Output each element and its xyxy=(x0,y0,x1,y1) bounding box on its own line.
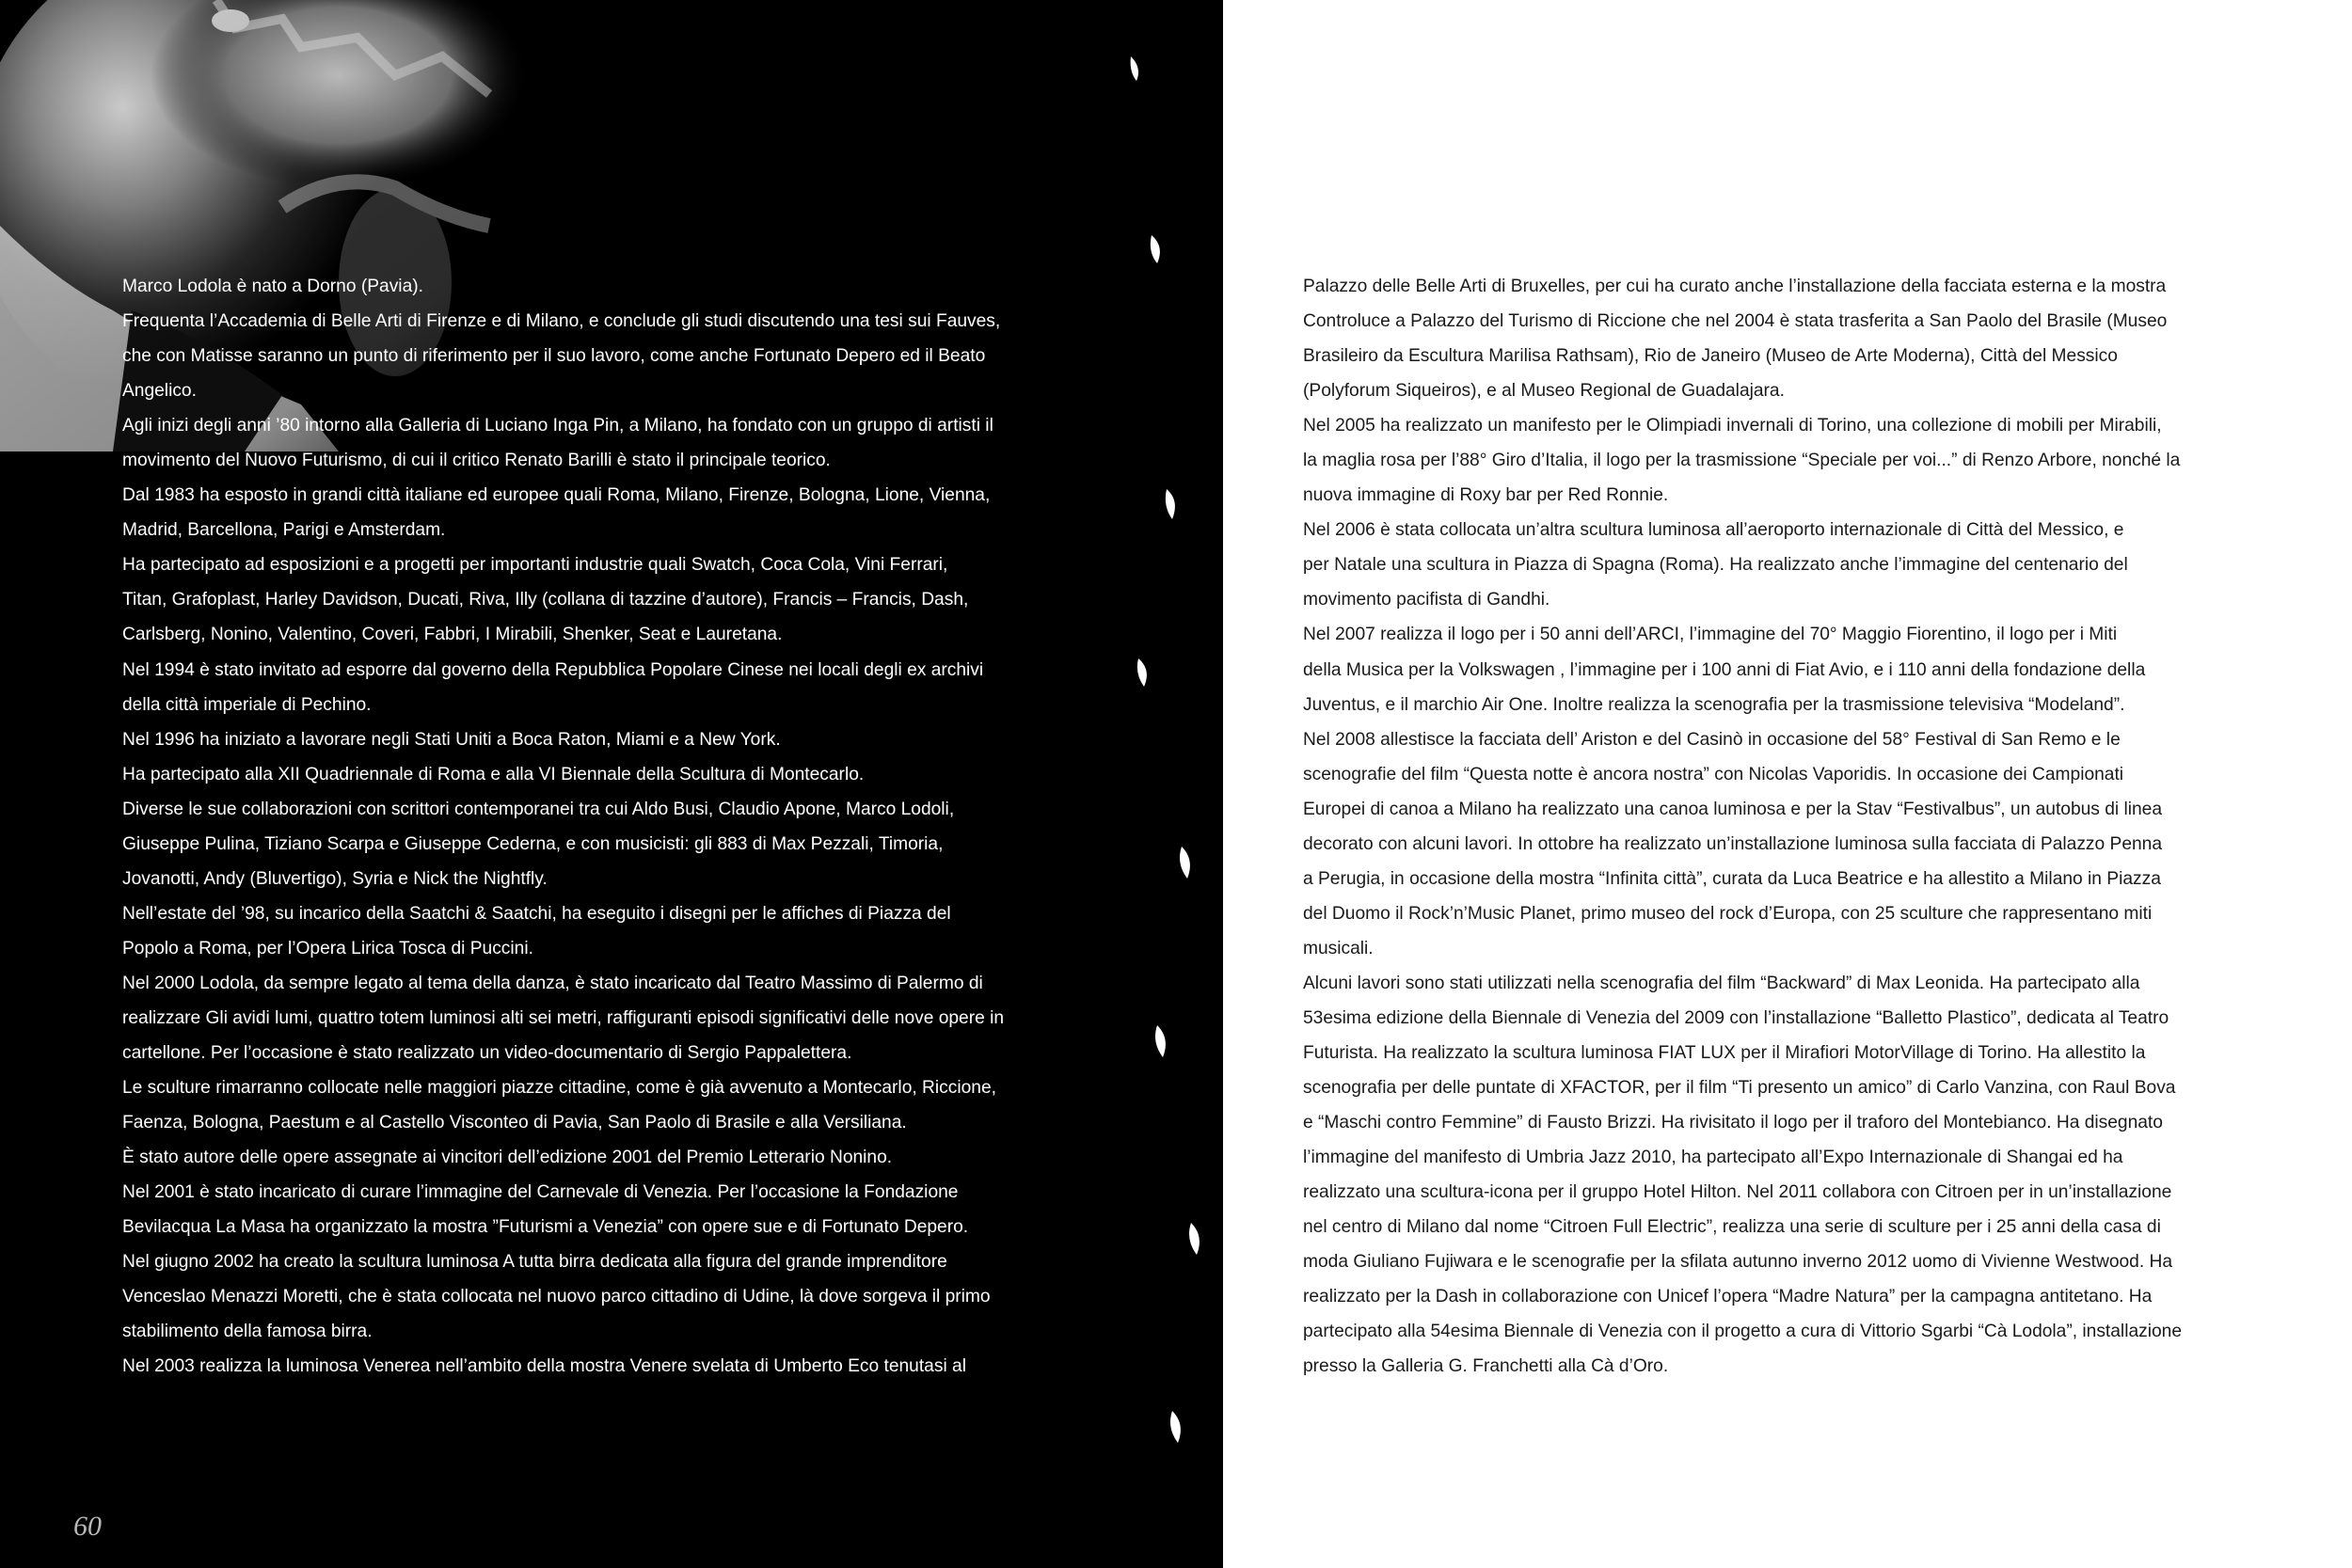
body-text-line: Palazzo delle Belle Arti di Bruxelles, per cui ha curato anche l’installazione della facciata esterna e la mostra xyxy=(1303,277,2167,296)
right-text-column xyxy=(1303,269,2253,1385)
body-text-line: Faenza, Bologna, Paestum e al Castello Visconteo di Pavia, San Paolo di Brasile e alla Versiliana. xyxy=(122,1113,907,1133)
body-text-line: Juventus, e il marchio Air One. Inoltre realizza la scenografia per la trasmissione televisiva “Modeland”. xyxy=(1303,694,2125,715)
body-text-line: Europei di canoa a Milano ha realizzato una canoa luminosa e per la Stav “Festivalbus”, un autobus di linea xyxy=(1303,799,2163,819)
body-text-line: realizzato per la Dash in collaborazione con Unicef l’opera “Madre Natura” per la campagna antitetano. Ha xyxy=(1303,1287,2153,1307)
body-text-line: Nel 2007 realizza il logo per i 50 anni dell’ARCI, l’immagine del 70° Maggio Fiorentino, il logo per i Miti xyxy=(1303,625,2118,645)
body-text-line: Nel 2005 ha realizzato un manifesto per le Olimpiadi invernali di Torino, una collezione di mobili per Mirabili, xyxy=(1303,416,2162,436)
body-text-line: del Duomo il Rock’n’Music Planet, primo museo del rock d’Europa, con 25 sculture che rappresentano miti xyxy=(1303,903,2153,924)
body-text-line: Nel 2000 Lodola, da sempre legato al tema della danza, è stato incaricato dal Teatro Massimo di Palermo di xyxy=(122,973,983,993)
body-text-line: Titan, Grafoplast, Harley Davidson, Ducati, Riva, Illy (collana di tazzine d’autore), Francis – Francis, Dash, xyxy=(122,590,969,610)
left-text-column xyxy=(122,269,1063,1385)
body-text-line: Nel 1996 ha iniziato a lavorare negli Stati Uniti a Boca Raton, Miami e a New York. xyxy=(122,729,781,750)
body-text-line: presso la Galleria G. Franchetti alla Cà d’Oro. xyxy=(1303,1356,1669,1377)
body-text-line: Venceslao Menazzi Moretti, che è stata collocata nel nuovo parco cittadino di Udine, là dove sorgeva il primo xyxy=(122,1287,991,1307)
body-text-line: Nell’estate del ’98, su incarico della Saatchi & Saatchi, ha eseguito i disegni per le affiches di Piazza del xyxy=(122,903,951,924)
body-text-line: Bevilacqua La Masa ha organizzato la mostra ”Futurismi a Venezia” con opere sue e di Fortunato Depero. xyxy=(122,1217,969,1238)
body-text-line: Angelico. xyxy=(122,381,197,402)
body-text-line: Controluce a Palazzo del Turismo di Riccione che nel 2004 è stata trasferita a San Paolo del Brasile (Museo xyxy=(1303,311,2168,332)
body-text-line: scenografia per delle puntate di XFACTOR, per il film “Ti presento un amico” di Carlo Vanzina, con Raul Bova xyxy=(1303,1078,2176,1099)
body-text-line: Marco Lodola è nato a Dorno (Pavia). xyxy=(122,277,423,296)
body-text-line: Nel 2003 realizza la luminosa Venerea nell’ambito della mostra Venere svelata di Umberto Eco tenutasi al xyxy=(122,1356,966,1377)
body-text-line: l’immagine del manifesto di Umbria Jazz 2010, ha partecipato all’Expo Internazionale di Shangai ed ha xyxy=(1303,1148,2123,1168)
body-text-line: Nel giugno 2002 ha creato la scultura luminosa A tutta birra dedicata alla figura del grande imprenditore xyxy=(122,1252,947,1273)
torn-paper-edge xyxy=(1082,0,1223,1568)
body-text-line: Ha partecipato alla XII Quadriennale di Roma e alla VI Biennale della Scultura di Montecarlo. xyxy=(122,764,865,784)
body-text-line: per Natale una scultura in Piazza di Spagna (Roma). Ha realizzato anche l’immagine del centenario del xyxy=(1303,555,2128,576)
body-text-line: a Perugia, in occasione della mostra “Infinita città”, curata da Luca Beatrice e ha allestito a Milano in Piazza xyxy=(1303,868,2161,889)
body-text-line: Nel 2008 allestisce la facciata dell’ Ariston e del Casinò in occasione del 58° Festival di San Remo e le xyxy=(1303,729,2121,750)
body-text-line: Brasileiro da Escultura Marilisa Rathsam), Rio de Janeiro (Museo de Arte Moderna), Città del Messico xyxy=(1303,346,2118,367)
body-text-line: cartellone. Per l’occasione è stato realizzato un video-documentario di Sergio Pappalettera. xyxy=(122,1043,852,1064)
body-text-line: musicali. xyxy=(1303,938,1374,958)
body-text-line: decorato con alcuni lavori. In ottobre ha realizzato un’installazione luminosa sulla facciata di Palazzo Penna xyxy=(1303,833,2163,854)
body-text-line: moda Giuliano Fujiwara e le scenografie per la sfilata autunno inverno 2012 uomo di Vivienne Westwood. Ha xyxy=(1303,1252,2173,1273)
body-text-line: movimento del Nuovo Futurismo, di cui il critico Renato Barilli è stato il principale teorico. xyxy=(122,451,831,471)
body-text-line: Ha partecipato ad esposizioni e a progetti per importanti industrie quali Swatch, Coca Cola, Vini Ferrari, xyxy=(122,555,948,576)
body-text-line: stabilimento della famosa birra. xyxy=(122,1322,373,1342)
body-text-line: Nel 2006 è stata collocata un’altra scultura luminosa all’aeroporto internazionale di Città del Messico, e xyxy=(1303,520,2124,541)
body-text-line: Carlsberg, Nonino, Valentino, Coveri, Fabbri, I Mirabili, Shenker, Seat e Lauretana. xyxy=(122,625,783,645)
body-text-line: Dal 1983 ha esposto in grandi città italiane ed europee quali Roma, Milano, Firenze, Bologna, Lione, Vienna, xyxy=(122,485,991,506)
body-text-line: Diverse le sue collaborazioni con scrittori contemporanei tra cui Aldo Busi, Claudio Apone, Marco Lodoli, xyxy=(122,799,955,819)
body-text-line: Nel 2001 è stato incaricato di curare l’immagine del Carnevale di Venezia. Per l’occasione la Fondazione xyxy=(122,1182,959,1203)
body-text-line: Alcuni lavori sono stati utilizzati nella scenografia del film “Backward” di Max Leonida. Ha partecipato alla xyxy=(1303,973,2140,993)
body-text-line: scenografie del film “Questa notte è ancora nostra” con Nicolas Vaporidis. In occasione dei Campionati xyxy=(1303,764,2124,784)
body-text-line: È stato autore delle opere assegnate ai vincitori dell’edizione 2001 del Premio Letterario Nonino. xyxy=(122,1148,893,1168)
body-text-line: la maglia rosa per l’88° Giro d’Italia, il logo per la trasmissione “Speciale per voi...” di Renzo Arbore, nonché la xyxy=(1303,451,2181,471)
body-text-line: nel centro di Milano dal nome “Citroen Full Electric”, realizza una serie di sculture per i 25 anni della casa di xyxy=(1303,1217,2161,1238)
body-text-line: nuova immagine di Roxy bar per Red Ronnie. xyxy=(1303,485,1669,506)
body-text-line: della Musica per la Volkswagen , l’immagine per i 100 anni di Fiat Avio, e i 110 anni della fondazione della xyxy=(1303,659,2146,680)
body-text-line: Popolo a Roma, per l’Opera Lirica Tosca di Puccini. xyxy=(122,938,533,958)
body-text-line: partecipato alla 54esima Biennale di Venezia con il progetto a cura di Vittorio Sgarbi “Cà Lodola”, installazione xyxy=(1303,1322,2183,1342)
body-text-line: Madrid, Barcellona, Parigi e Amsterdam. xyxy=(122,520,446,541)
body-text-line: della città imperiale di Pechino. xyxy=(122,694,372,715)
body-text-line: Jovanotti, Andy (Bluvertigo), Syria e Nick the Nightfly. xyxy=(122,868,548,889)
body-text-line: Nel 1994 è stato invitato ad esporre dal governo della Repubblica Popolare Cinese nei locali degli ex archivi xyxy=(122,659,984,680)
body-text-line: Frequenta l’Accademia di Belle Arti di Firenze e di Milano, e conclude gli studi discutendo una tesi sui Fauves, xyxy=(122,311,1001,332)
body-text-line: e “Maschi contro Femmine” di Fausto Brizzi. Ha rivisitato il logo per il traforo del Montebianco. Ha disegnato xyxy=(1303,1113,2163,1133)
body-text-line: (Polyforum Siqueiros), e al Museo Regional de Guadalajara. xyxy=(1303,381,1785,402)
body-text-line: Agli inizi degli anni ’80 intorno alla Galleria di Luciano Inga Pin, a Milano, ha fondato con un gruppo di artisti il xyxy=(122,416,993,436)
body-text-line: movimento pacifista di Gandhi. xyxy=(1303,590,1550,610)
body-text-line: realizzato una scultura-icona per il gruppo Hotel Hilton. Nel 2011 collabora con Citroen per in un’installazione xyxy=(1303,1182,2172,1203)
body-text-line: 53esima edizione della Biennale di Venezia del 2009 con l’installazione “Balletto Plastico”, dedicata al Teatro xyxy=(1303,1007,2169,1028)
body-text-line: realizzare Gli avidi lumi, quattro totem luminosi alti sei metri, raffiguranti episodi significativi delle nove opere in xyxy=(122,1007,1005,1028)
body-text-line: Le sculture rimarranno collocate nelle maggiori piazze cittadine, come è già avvenuto a Montecarlo, Riccione, xyxy=(122,1078,996,1099)
page-number: 60 xyxy=(73,1511,102,1542)
body-text-line: Giuseppe Pulina, Tiziano Scarpa e Giuseppe Cederna, e con musicisti: gli 883 di Max Pezzali, Timoria, xyxy=(122,833,944,854)
body-text-line: che con Matisse saranno un punto di riferimento per il suo lavoro, come anche Fortunato Depero ed il Beato xyxy=(122,346,986,367)
body-text-line: Futurista. Ha realizzato la scultura luminosa FIAT LUX per il Mirafiori MotorVillage di Torino. Ha allestito la xyxy=(1303,1043,2146,1064)
